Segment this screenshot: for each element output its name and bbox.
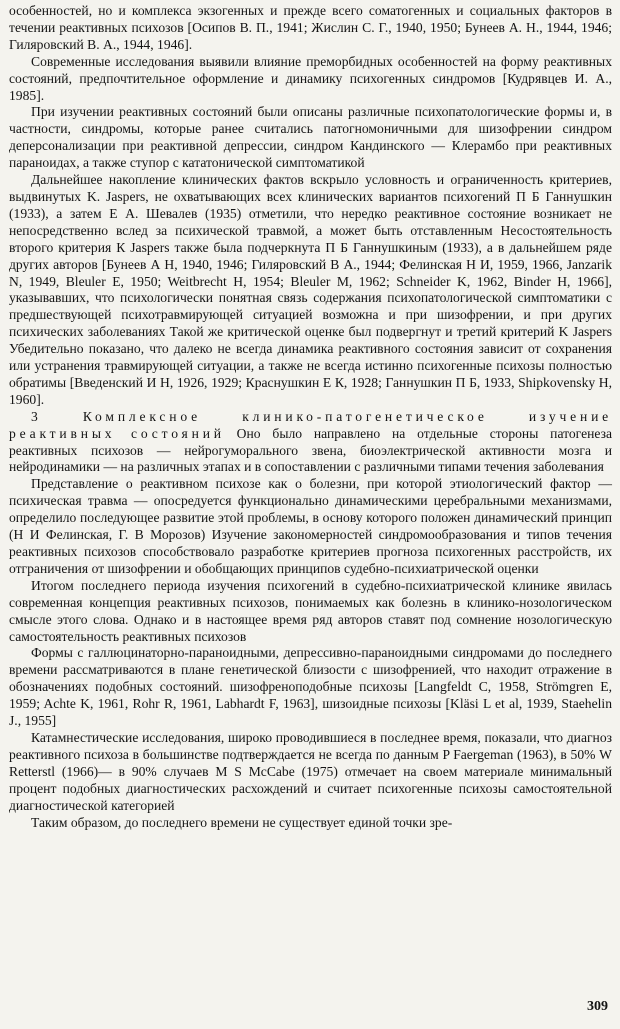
paragraph-9: Катамнестические исследования, широко проводившиеся в последнее время, показали, что диагноз реактивного психоза в большинстве подтверждается не всегда по данным P Faergeman (1963), в 50% W Retterstl (1966)— в 90% случаев M S McCabe (1975) отмечает на своем материале минимальный процент подобных диагностических расхождений и считает психогенные психозы самостоятельной диагностической категорией [9,729,612,813]
paragraph-5 [9,409,612,477]
paragraph-10: Таким образом, до последнего времени не существует единой точки зре- [31,814,453,830]
page-number: 309 [587,999,608,1014]
paragraph-4: Дальнейшее накопление клинических фактов вскрыло условность и ограниченность критериев, выдвинутых K. Jaspers, не охватывающих всех клинических вариантов психогений П Б Ганнушкин (1933), а затем Е А. Шевалев (1935) отметили, что нередко реактивное состояние возникает не непосредственно вслед за психической травмой, а может быть отставленным Несостоятельность второго критерия К Jaspers также была подчеркнута П Б Ганнушкиным (1933), а в дальнейшем ряде других авторов [Бунеев А Н, 1940, 1946; Гиляровский В А., 1944; Фелинская Н И, 1959, 1966, Janzarik N, 1949, Bleuler E, 1950; Weitbrecht H, 1954; Bleuler M, 1962; Schneider K, 1962, Binder H, 1966], указывавших, что психологически понятная связь содержания психопатологической симптоматики с предшествующей психотравмирующей ситуацией возможна и при шизофрении, и при других психических заболеваниях Такой же критической оценке был подвергнут и третий критерий K Jaspers Убедительно показано, что далеко не всегда динамика реактивного состояния зависит от сохранения или устранения травмирующей ситуации, а также не всегда истинно психогенные психозы полностью обратимы [Введенский И Н, 1926, 1929; Краснушкин Е К, 1928; Ганнушкин П Б, 1933, Shipkovensky H, 1960]. [9,172,612,407]
paragraph-3: При изучении реактивных состояний были описаны различные психопатологические формы и, в частности, синдромы, которые ранее считались патогномоничными для шизофрении синдром деперсонализации при реактивной депрессии, синдром Кандинского — Клерамбо при реактивных параноидах, а также ступор с кататонической симптоматикой [9,104,612,171]
paragraph-1: особенностей, но и комплекса экзогенных и прежде всего соматогенных и социальных факторов в течении реактивных психозов [Осипов В. П., 1941; Жислин С. Г., 1940, 1950; Бунеев А. Н., 1944, 1946; Гиляровский В. А., 1944, 1946]. [9,3,612,52]
paragraph-6: Представление о реактивном психозе как о болезни, при которой этиологический фактор — психическая травма — опосредуется функционально динамическими церебральными механизмами, определило последующее развитие этой проблемы, в основу которого положен динамический принцип (Н И Фелинская, Г. В Морозов) Изучение закономерностей синдромообразования и типов течения реактивных психозов способствовало разработке критериев прогноза психогенных расстройств, их отграничения от шизофрении и обобщающих принципов судебно-психиатрической оценки [9,476,612,576]
paragraph-7: Итогом последнего периода изучения психогений в судебно-психиатрической клинике явилась современная концепция реактивных психозов, понимаемых как болезнь в клинико-нозологическом смысле этого слова. Однако и в настоящее время ряд авторов ставят под сомнение нозологическую самостоятельность реактивных психозов [9,577,612,644]
paragraph-2: Современные исследования выявили влияние преморбидных особенностей на форму реактивных состояний, предпочтительное оформление и динамику психогенных синдромов [Кудрявцев И. А., 1985]. [9,53,612,103]
section-heading-spaced: 3 Комплексное клинико-патогенетическое изучение реактивных состояний [9,408,612,441]
paragraph-8: Формы с галлюцинаторно-параноидными, депрессивно-параноидными синдромами до последнего времени рассматриваются в плане генетической близости с шизофренией, что находит отражение в обозначениях подобных состояний. шизофреноподобные психозы [Langfeldt C, 1958, Strömgren E, 1959; Achte K, 1961, Rohr R, 1961, Labhardt F, 1963], шизоидные психозы [Kläsi L et al, 1939, Staehelin J., 1955] [9,645,612,729]
paragraph-5-text: Оно было направлено на отдельные стороны патогенеза реактивных психозов — нейрогуморального звена, биоэлектрической активности мозга и нейродинамики — на различных этапах и в сопоставлении с различными типами течения заболевания [9,425,612,475]
